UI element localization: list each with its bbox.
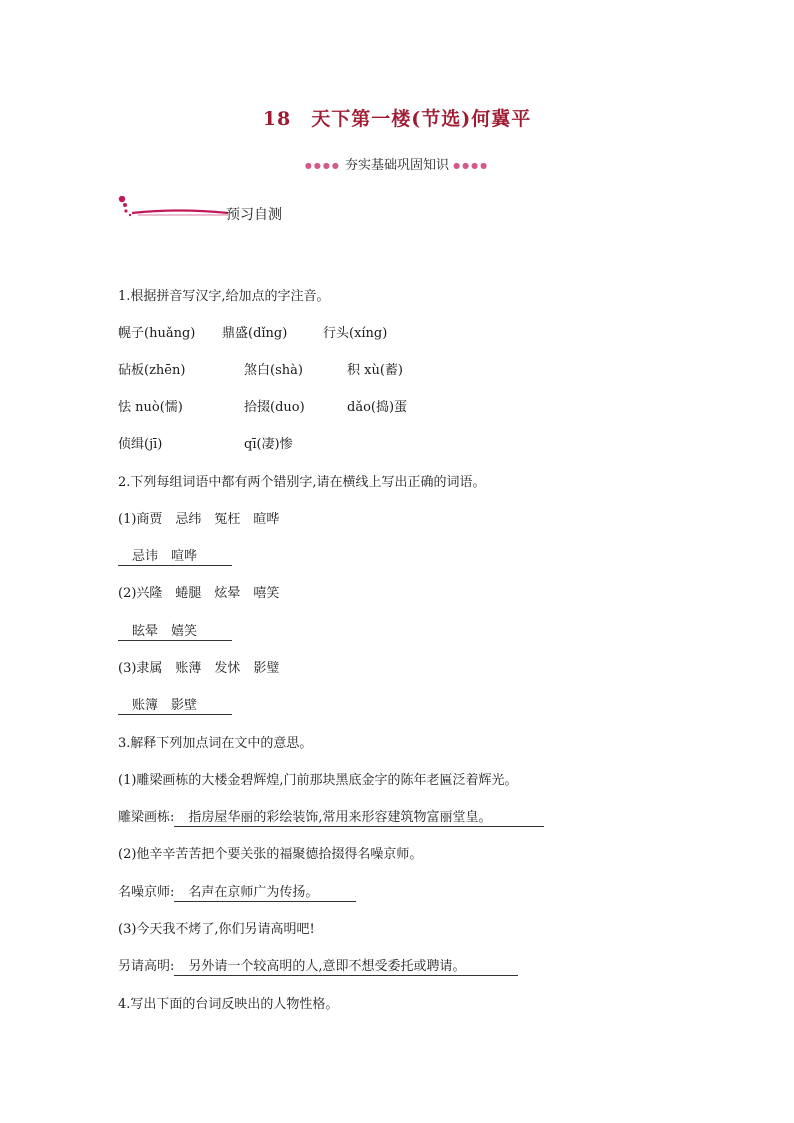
q2-answer-line	[118, 620, 232, 641]
q2-group-question: (2)兴隆 蜷腿 炫晕 嘻笑	[118, 586, 280, 601]
q1-item: 积 xù(蓄)	[347, 363, 403, 378]
q2-answer: 账簿 影壁	[118, 694, 232, 715]
q2-answer: 忌讳 喧哗	[118, 545, 232, 566]
q3-sentence: (3)今天我不烤了,你们另请高明吧!	[118, 922, 315, 937]
q1-item: 砧板(zhēn)	[118, 363, 186, 378]
section-banner	[0, 154, 794, 173]
q3-answer: 名声在京师广为传扬。	[174, 881, 356, 902]
q1-item: 鼎盛(dǐng)	[222, 326, 288, 341]
q3-term: 名噪京师:	[118, 885, 175, 900]
section-label: 预习自测	[226, 207, 282, 223]
q2-prompt: 2.下列每组词语中都有两个错别字,请在横线上写出正确的词语。	[118, 475, 486, 490]
q1-item: 幌子(huǎng)	[118, 326, 196, 341]
q3-term: 雕梁画栋:	[118, 810, 175, 825]
q2-group-question: (3)隶属 账薄 发怵 影璧	[118, 661, 280, 676]
lesson-title: 18 天下第一楼(节选)何冀平	[262, 108, 532, 130]
q3-sentence: (2)他辛辛苦苦把个要关张的福聚德拾掇得名噪京师。	[118, 847, 423, 862]
q3-prompt: 3.解释下列加点词在文中的意思。	[118, 736, 313, 751]
q2-answer-line	[118, 545, 232, 566]
section-header	[118, 196, 338, 222]
q1-item: 拾掇(duo)	[244, 400, 305, 415]
q3-answer-line	[118, 806, 544, 827]
q1-prompt: 1.根据拼音写汉字,给加点的字注音。	[118, 289, 330, 304]
q1-item: 行头(xíng)	[323, 326, 388, 341]
q1-item: dǎo(捣)蛋	[347, 400, 408, 415]
q2-answer-line	[118, 694, 232, 715]
q3-answer-line	[118, 955, 518, 976]
banner-dots-right: ●●●●	[453, 161, 490, 170]
banner-text: 夯实基础巩固知识	[344, 158, 449, 173]
q3-answer: 指房屋华丽的彩绘装饰,常用来形容建筑物富丽堂皇。	[174, 806, 544, 827]
q3-term: 另请高明:	[118, 959, 175, 974]
q1-item: 煞白(shà)	[244, 363, 303, 378]
q1-item: qī(凄)惨	[244, 437, 293, 452]
q4-prompt: 4.写出下面的台词反映出的人物性格。	[118, 997, 339, 1012]
q1-item: 怯 nuò(懦)	[118, 400, 183, 415]
q3-sentence: (1)雕梁画栋的大楼金碧辉煌,门前那块黑底金字的陈年老匾泛着辉光。	[118, 773, 518, 788]
q2-group-question: (1)商贾 忌纬 冤枉 暄哗	[118, 512, 280, 527]
q1-item: 侦缉(jī)	[118, 437, 163, 452]
q3-answer: 另外请一个较高明的人,意即不想受委托或聘请。	[174, 955, 518, 976]
banner-dots-left: ●●●●	[304, 161, 341, 170]
section-decoration-icon	[118, 196, 228, 220]
q3-answer-line	[118, 881, 356, 902]
q2-answer: 眩晕 嬉笑	[118, 620, 232, 641]
